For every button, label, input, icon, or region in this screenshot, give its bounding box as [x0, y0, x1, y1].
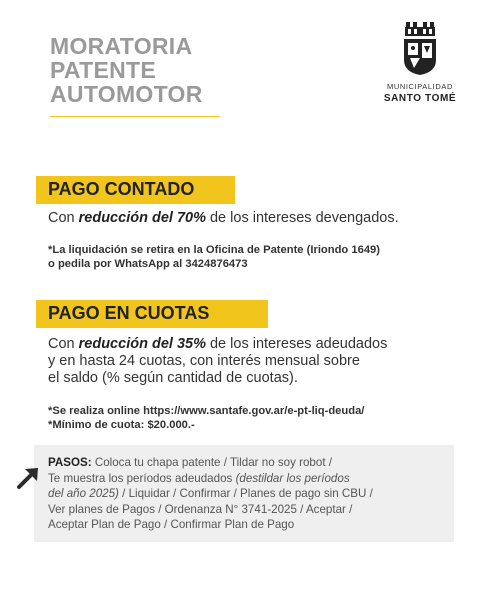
- pago-cuotas-text-post: de los intereses adeudados: [205, 336, 388, 352]
- steps-label: PASOS:: [48, 456, 92, 469]
- pago-contado-text-post: de los intereses devengados.: [205, 210, 399, 226]
- title-underline: [50, 116, 220, 117]
- title-line-3: AUTOMOTOR: [50, 81, 203, 107]
- santo-tome-coat-of-arms-icon: [400, 20, 440, 76]
- steps-line-3: [48, 486, 448, 502]
- pago-contado-note: [48, 243, 468, 271]
- steps-line-3-text: / Liquidar / Confirmar / Planes de pago sin CBU /: [118, 487, 373, 500]
- pago-cuotas-note-line-1: *Se realiza online https://www.santafe.gov.ar/e-pt-liq-deuda/: [48, 405, 365, 417]
- pago-contado-text: [48, 210, 458, 227]
- pago-cuotas-tag: PAGO EN CUOTAS: [36, 300, 268, 328]
- pago-cuotas-text-line-2: y en hasta 24 cuotas, con interés mensual sobre: [48, 353, 360, 369]
- steps-panel: [34, 445, 454, 542]
- pago-contado-note-line-1: *La liquidación se retira en la Oficina de Patente (Iriondo 1649): [48, 244, 380, 256]
- steps-line-4: Ver planes de Pagos / Ordenanza N° 3741-2025 / Aceptar /: [48, 502, 353, 516]
- pago-cuotas-note: [48, 404, 468, 432]
- pago-contado-text-pre: Con: [48, 210, 79, 226]
- steps-line-2-emphasis: (destildar los períodos: [235, 471, 350, 485]
- steps-line-5: Aceptar Plan de Pago / Confirmar Plan de Pago: [48, 518, 295, 531]
- steps-line-2: [48, 471, 448, 487]
- title-line-2: PATENTE: [50, 57, 157, 83]
- pago-contado-tag: PAGO CONTADO: [36, 176, 235, 204]
- logo-municipality-label: MUNICIPALIDAD: [386, 82, 453, 91]
- pago-cuotas-text-pre: Con: [48, 336, 79, 352]
- page-title: [50, 34, 250, 106]
- steps-line-3-emphasis: del año 2025): [48, 487, 119, 500]
- logo-city-label: SANTO TOMÉ: [383, 93, 457, 104]
- pago-contado-text-emphasis: reducción del 70%: [78, 210, 206, 226]
- pago-cuotas-text: [48, 336, 448, 387]
- pago-cuotas-text-emphasis: reducción del 35%: [78, 336, 206, 352]
- steps-line-2-text: Te muestra los períodos adeudados: [48, 471, 236, 485]
- cursor-arrow-icon: [16, 464, 42, 490]
- pago-contado-note-line-2: o pedila por WhatsApp al 3424876473: [48, 258, 248, 270]
- pago-cuotas-text-line-3: el saldo (% según cantidad de cuotas).: [48, 370, 298, 386]
- pago-cuotas-text-line-1: [48, 336, 448, 353]
- steps-line-1: [48, 455, 448, 471]
- municipality-logo: [380, 20, 460, 104]
- steps-line-1-text: Coloca tu chapa patente / Tildar no soy robot /: [91, 456, 332, 469]
- title-line-1: MORATORIA: [50, 33, 193, 59]
- steps-text: [48, 455, 448, 533]
- pago-cuotas-note-line-2: *Mínimo de cuota: $20.000.-: [48, 419, 195, 431]
